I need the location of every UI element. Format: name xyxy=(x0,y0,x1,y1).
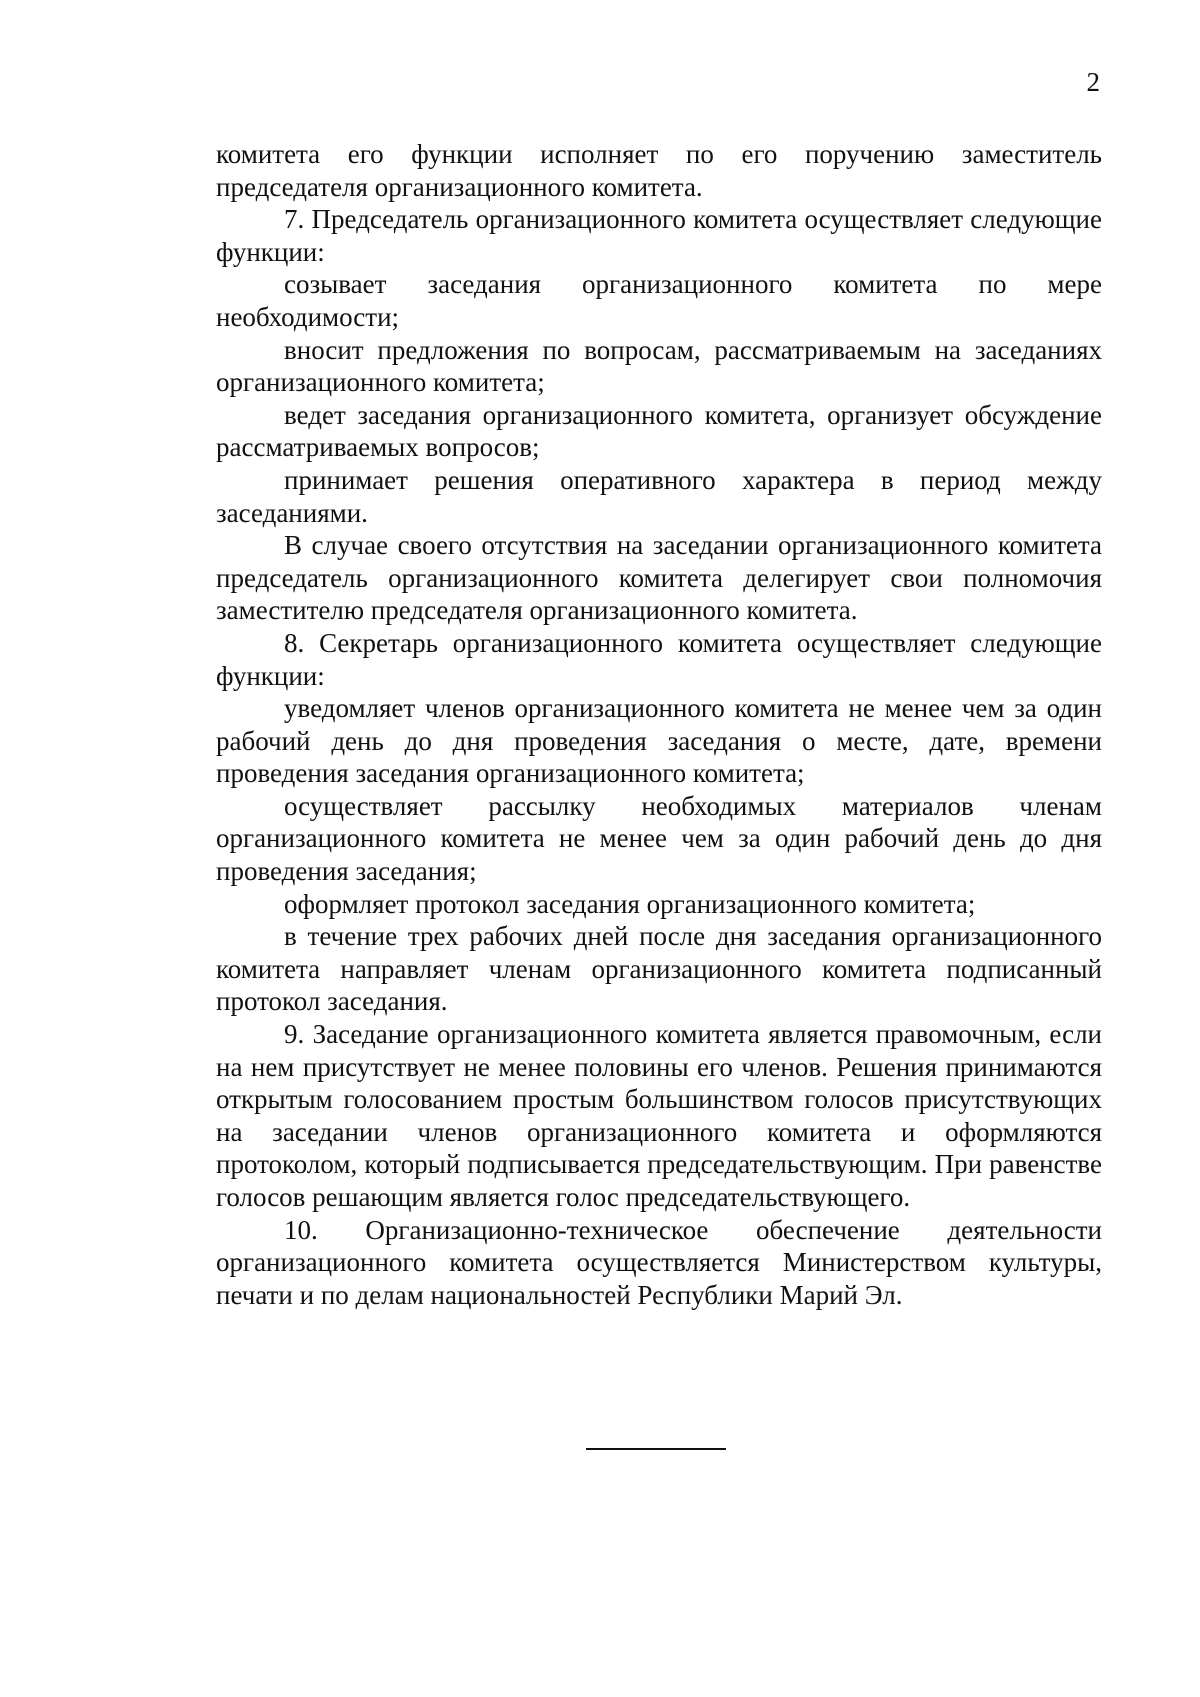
page-number: 2 xyxy=(1086,67,1100,97)
paragraph-7-item-conducts: ведет заседания организационного комитета, организует обсуждение рассматриваемых вопросов; xyxy=(216,399,1102,463)
end-of-document-rule xyxy=(586,1448,726,1450)
paragraph-8-item-mailing: осуществляет рассылку необходимых материалов членам организационного комитета не менее чем за один рабочий день до дня проведения заседания; xyxy=(216,790,1102,887)
paragraph-8-item-notifies: уведомляет членов организационного комитета не менее чем за один рабочий день до дня проведения заседания о месте, дате, времени проведения заседания организационного комитета; xyxy=(216,693,1102,789)
paragraph-10: 10. Организационно-техническое обеспечение деятельности организационного комитета осуществляется Министерством культуры, печати и по делам национальностей Республики Марий Эл. xyxy=(216,1214,1102,1310)
paragraph-7: 7. Председатель организационного комитета осуществляет следующие функции: xyxy=(216,204,1102,267)
paragraph-9: 9. Заседание организационного комитета является правомочным, если на нем присутствует не менее половины его членов. Решения принимаются открытым голосованием простым большинством голосов присутствующих на заседании членов организационного комитета и оформляются протоколом, который подписывается председательствующим. При равенстве голосов решающим является голос председательствующего. xyxy=(216,1019,1102,1212)
paragraph-7-item-decisions: принимает решения оперативного характера в период между заседаниями. xyxy=(216,464,1102,528)
paragraph-8: 8. Секретарь организационного комитета осуществляет следующие функции: xyxy=(216,627,1102,691)
paragraph-7-item-proposals: вносит предложения по вопросам, рассматриваемым на заседаниях организационного комитета; xyxy=(216,334,1102,398)
paragraph-8-item-sends: в течение трех рабочих дней после дня заседания организационного комитета направляет членам организационного комитета подписанный протокол заседания. xyxy=(216,921,1102,1017)
paragraph-8-item-protocol: оформляет протокол заседания организационного комитета; xyxy=(284,888,976,919)
paragraph-continuation: комитета его функции исполняет по его поручению заместитель председателя организационного комитета. xyxy=(216,139,1102,202)
document-body xyxy=(216,138,1102,1311)
paragraph-7-absence: В случае своего отсутствия на заседании организационного комитета председатель организационного комитета делегирует свои полномочия заместителю председателя организационного комитета. xyxy=(216,530,1102,626)
paragraph-7-item-convenes: созывает заседания организационного комитета по мере необходимости; xyxy=(216,269,1102,332)
